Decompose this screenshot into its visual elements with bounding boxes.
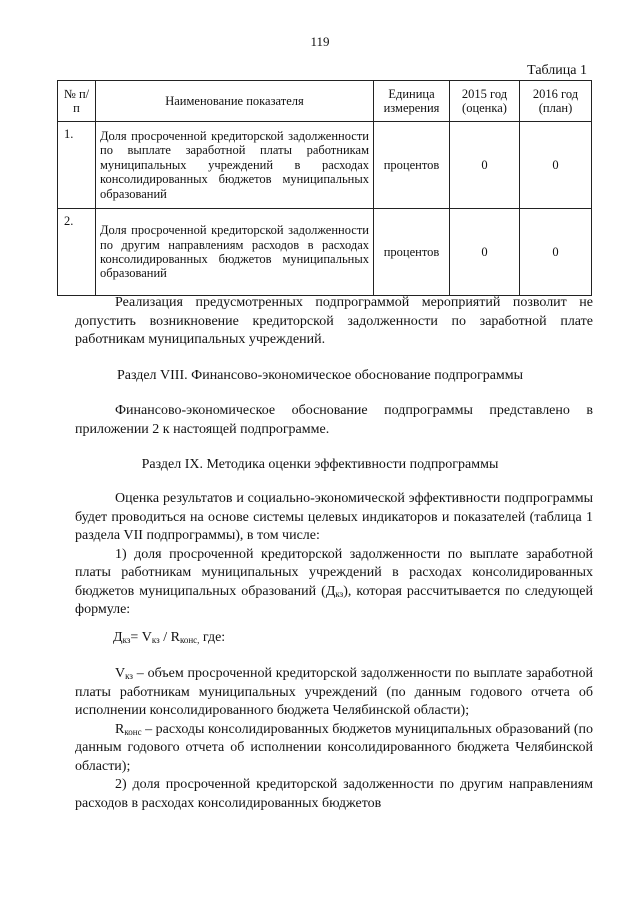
section-8-heading: Раздел VIII. Финансово-экономическое обоснование подпрограммы <box>116 368 524 383</box>
paragraph-methodology: Оценка результатов и социально-экономической эффективности подпрограммы будет проводиться на основе системы целевых индикаторов и показателей (таблица 1 раздела VII подпрограммы), в том числе: 1) доля просроченной кредиторской задолженности по выплате заработной платы работникам муниципальных учреждений в расходах консолидированных бюджетов муниципальных образований $(Д_{кз})$, которая рассчитывается по следующей формуле: <box>75 490 593 620</box>
indicators-table <box>57 80 592 296</box>
item-2: 2) доля просроченной кредиторской задолженности по другим направлениям расходов в расходах консолидированных бюджетов <box>75 777 593 811</box>
cell-unit: процентов <box>374 122 450 209</box>
cell-unit: процентов <box>374 209 450 296</box>
table-header-row <box>58 81 592 122</box>
cell-2015: 0 <box>450 209 520 296</box>
table-row <box>58 209 592 296</box>
cell-num: 1. <box>58 122 96 209</box>
header-name: Наименование показателя <box>96 81 374 122</box>
cell-name: Доля просроченной кредиторской задолженности по выплате заработной платы работникам муниципальных учреждений в расходах консолидированных бюджетов муниципальных образований <box>96 122 374 209</box>
cell-2015: 0 <box>450 122 520 209</box>
item-1: 1) доля просроченной кредиторской задолженности по выплате заработной платы работникам муниципальных учреждений в расходах консолидированных бюджетов муниципальных образований $(Д_{кз})$, которая рассчитывается по следующей формуле: <box>75 546 593 617</box>
cell-2016: 0 <box>520 209 592 296</box>
header-num: № п/п <box>58 81 96 122</box>
table-row <box>58 122 592 209</box>
definition-v: $V_{кз}$ – объем просроченной кредиторской задолженности по выплате заработной платы работникам муниципальных учреждений (по данным годового отчета об исполнении консолидированного бюджета Челябинской области); <box>75 666 593 718</box>
header-2015: 2015 год (оценка) <box>450 81 520 122</box>
page-number: 119 <box>310 34 330 49</box>
paragraph-realization: Реализация предусмотренных подпрограммой мероприятий позволит не допустить возникновение кредиторской задолженности по заработной плате работникам муниципальных учреждений. <box>75 295 593 347</box>
paragraph-definitions <box>75 665 593 813</box>
cell-2016: 0 <box>520 122 592 209</box>
definition-r: $R_{конс}$ – расходы консолидированных бюджетов муниципальных образований (по данным годового отчета об исполнении консолидированного бюджета Челябинской области); <box>75 721 593 774</box>
table-caption: Таблица 1 <box>527 63 587 78</box>
header-2016: 2016 год (план) <box>520 81 592 122</box>
header-unit: Единица измерения <box>374 81 450 122</box>
cell-num: 2. <box>58 209 96 296</box>
section-9-heading: Раздел IX. Методика оценки эффективности подпрограммы <box>141 457 499 472</box>
paragraph-financial: Финансово-экономическое обоснование подпрограммы представлено в приложении 2 к настоящей подпрограмме. <box>75 403 593 437</box>
formula: $Д_{кз}= V_{кз} / R_{конс,}$ где: <box>113 630 226 645</box>
cell-name: Доля просроченной кредиторской задолженности по другим направлениям расходов в расходах консолидированных бюджетов муниципальных образований <box>96 209 374 296</box>
